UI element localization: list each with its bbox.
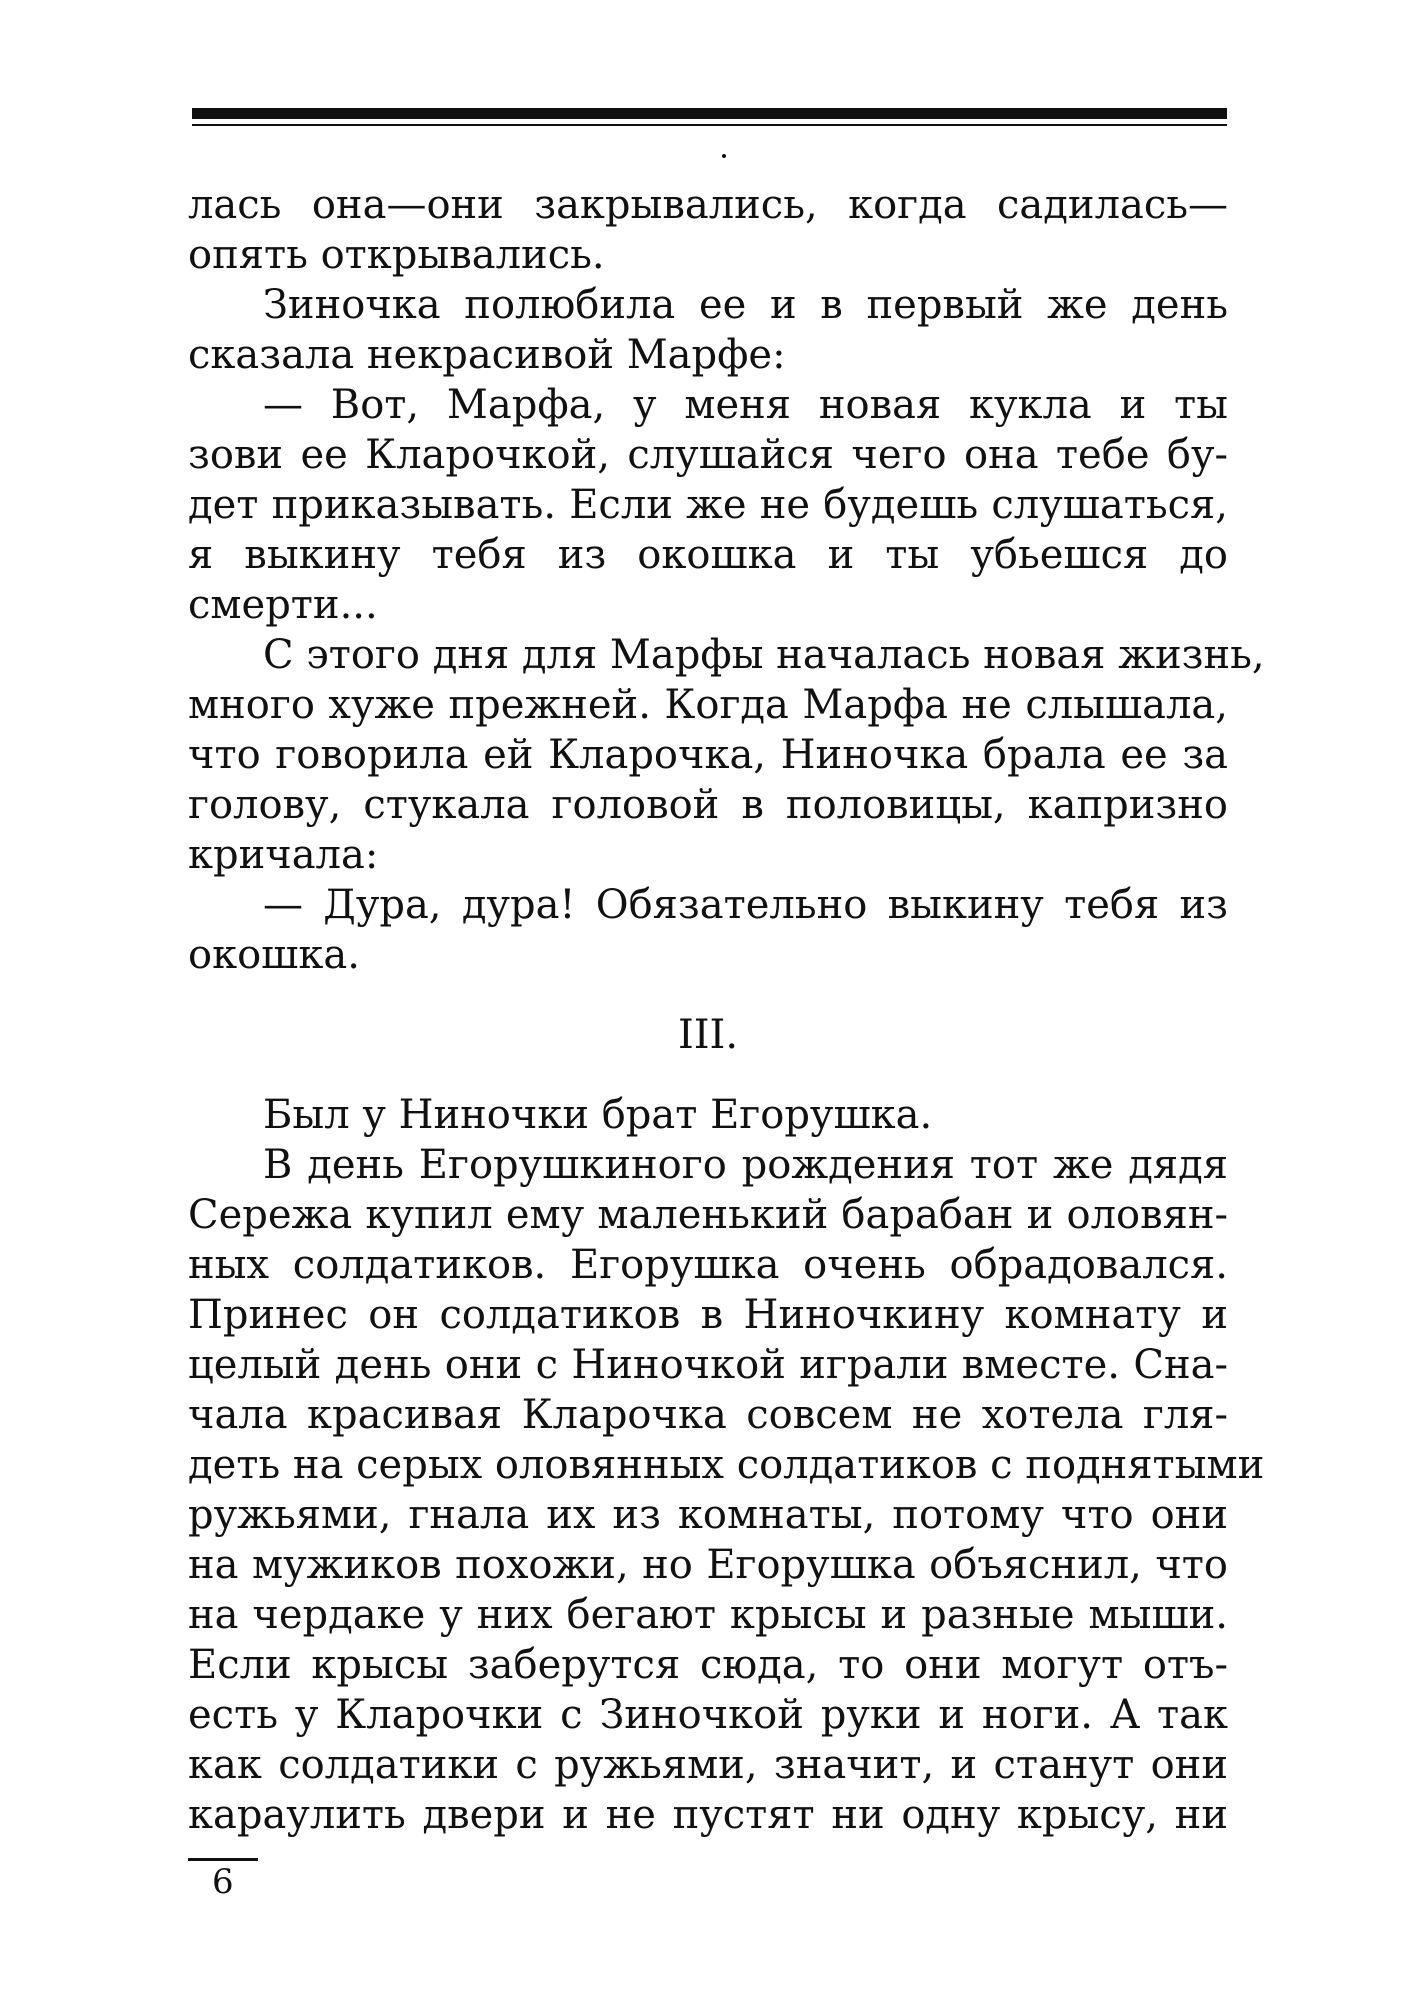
page-number-rule (188, 1858, 258, 1861)
text-line: кричала: (188, 832, 379, 878)
text-line: голову, стукала головой в половицы, капризно (188, 782, 1228, 828)
text-line: опять открывались. (188, 232, 605, 278)
text-line: ных солдатиков. Егорушка очень обрадовался. (188, 1242, 1228, 1288)
text-line: дет приказывать. Если же не будешь слушаться, (188, 482, 1228, 528)
text-line: Принес он солдатиков в Ниночкину комнату и (188, 1292, 1228, 1338)
text-line: зови ее Кларочкой, слушайся чего она тебе бу- (188, 432, 1228, 478)
text-section-before-heading (188, 180, 1265, 980)
text-line: — Дура, дура! Обязательно выкину тебя из (263, 882, 1228, 928)
text-line: окошка. (188, 932, 360, 978)
text-line: Зиночка полюбила ее и в первый же день (263, 282, 1228, 328)
text-line: лась она—они закрывались, когда садилась— (188, 182, 1228, 228)
page-number: 6 (212, 1862, 234, 1902)
text-line: смерти... (188, 582, 378, 628)
text-line: целый день они с Ниночкой играли вместе. Сна- (188, 1342, 1228, 1388)
text-line: караулить двери и не пустят ни одну крысу, ни (188, 1792, 1228, 1838)
text-line: что говорила ей Кларочка, Ниночка брала ее за (188, 732, 1228, 778)
header-rule-thin (192, 124, 1227, 126)
text-section-after-heading (188, 1090, 1265, 1840)
text-line: Если крысы заберутся сюда, то они могут отъ- (188, 1642, 1228, 1688)
text-line: деть на серых оловянных солдатиков с поднятыми (188, 1442, 1265, 1488)
text-line: Сережа купил ему маленький барабан и оловян- (188, 1192, 1228, 1238)
header-rule-thick (192, 108, 1227, 119)
text-line: на мужиков похожи, но Егорушка объяснил, что (188, 1542, 1228, 1588)
text-line: есть у Кларочки с Зиночкой руки и ноги. А так (188, 1692, 1228, 1738)
body-text (188, 180, 1265, 1840)
text-line: сказала некрасивой Марфе: (188, 332, 786, 378)
text-line: как солдатики с ружьями, значит, и станут они (188, 1742, 1228, 1788)
text-line: на чердаке у них бегают крысы и разные мыши. (188, 1592, 1228, 1638)
text-line: В день Егорушкиного рождения тот же дядя (263, 1142, 1228, 1188)
text-line: Был у Ниночки брат Егорушка. (263, 1092, 933, 1138)
print-speck (722, 154, 726, 158)
text-line: чала красивая Кларочка совсем не хотела гля- (188, 1392, 1228, 1438)
text-line: С этого дня для Марфы началась новая жизнь, (263, 632, 1265, 678)
text-line: много хуже прежней. Когда Марфа не слышала, (188, 682, 1228, 728)
text-line: — Вот, Марфа, у меня новая кукла и ты (263, 382, 1228, 428)
text-line: ружьями, гнала их из комнаты, потому что они (188, 1492, 1228, 1538)
text-line: я выкину тебя из окошка и ты убьешся до (188, 532, 1228, 578)
chapter-heading: III. (677, 1012, 739, 1058)
